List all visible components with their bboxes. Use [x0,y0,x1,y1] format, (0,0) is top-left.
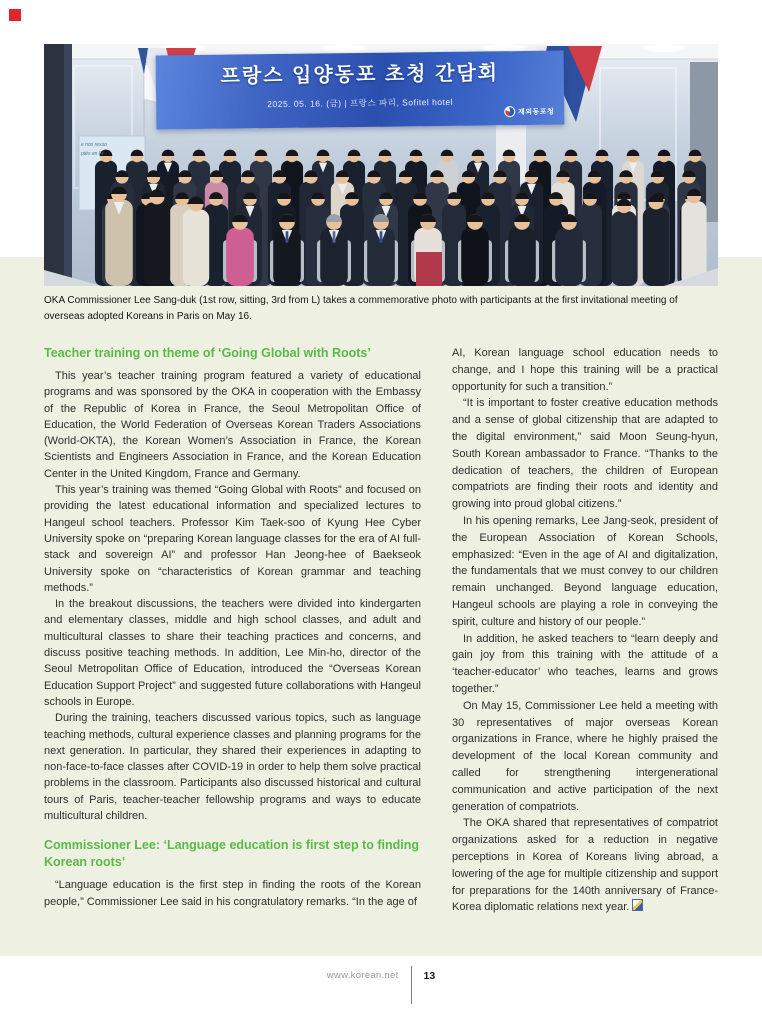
last-paragraph-text: The OKA shared that representatives of compatriot organizations asked for a reduction in negative perceptions in Korea of Koreans living abroad, a lowering of the age for multiple citizenship and support for preparations for the 140th anniversary of France-Korea diplomatic relations next year. [452,817,718,914]
event-banner [156,51,565,130]
oka-logo-text: 재외동포청 [517,108,555,116]
paragraph: In his opening remarks, Lee Jang-seok, president of the European Association of Korean Schools, emphasized: “Even in the age of AI and digitalization, the fundamentals that we must convey to our children remain unchanged. Beyond language education, Hangeul schools are playing a role in conveying the spirit, culture and history of our people.” [452,514,718,628]
page-number: 13 [423,970,436,982]
section-heading-teacher-training: Teacher training on theme of ‘Going Global with Roots’ [44,346,371,360]
paragraph: In addition, he asked teachers to “learn deeply and gain joy from this training with the attitude of a ‘teacher-educator’ who teaches, learns and grows together.” [452,632,718,695]
paragraph: In the breakout discussions, the teachers were divided into kindergarten and elementary classes, middle and high school classes, and adult and multicultural classes to share their teaching practices and concerns, and discuss positive teaching methods. In addition, Lee Min-ho, director of the Seoul Metropolitan Office of Education, introduced the “Overseas Korean Education Support Project” and suggested future collaborations with Hangeul schools in Europe. [44,598,421,708]
event-banner-title: 프랑스 입양동포 초청 간담회 [220,62,500,88]
oka-emblem-icon [504,106,515,117]
paragraph: “It is important to foster creative education methods and a sense of global citizenship that are adapted to the digital environment,” said Moon Seung-hyun, South Korean ambassador to France. “Thanks to the dedication of teachers, the children of European compatriots are finding their roots and identity and growing into proud global citizens.” [452,397,718,511]
paragraph [452,815,718,916]
article-body [44,345,718,916]
paragraph-group [44,368,421,824]
paragraph: During the training, teachers discussed various topics, such as language teaching methods, cultural experience classes and planning programs for the next generation. In particular, they shared their experiences in adapting to non-face-to-face classes after COVID-19 in order to help them solve practical problems in the classroom. Participants also discussed historical and cultural tours of Paris, teacher-teacher fellowship programs and ways to educate multicultural children. [44,712,421,823]
article-right-column [452,345,718,916]
sign-line: e nos resso [81,142,107,148]
page-corner-mark [9,9,21,21]
french-rollup-sign [81,141,143,159]
paragraph: On May 15, Commissioner Lee held a meeting with 30 representatives of major overseas Korean organizations in France, where he highly praised the development of the local Korean community and called for strengthening intergenerational communication and active participation of the next generation of compatriots. [452,699,718,813]
sign-line: ptés en Fr [81,151,104,157]
group-photo [44,44,718,286]
paragraph: This year’s teacher training program featured a variety of educational programs and was sponsored by the OKA in cooperation with the Embassy of the Republic of Korea in France, the Seoul Metropolitan Office of Education, the World Federation of Overseas Korean Traders Associations (World-OKTA), the Korean Women’s Association in France, the Korean Scientists and Engineers Association in France, and the Korean Education Center in the United Kingdom, France and Germany. [44,370,421,480]
photo-caption: OKA Commissioner Lee Sang-duk (1st row, sitting, 3rd from L) takes a commemorative photo with participants at the first invitational meeting of overseas adopted Koreans in Paris on May 16. [44,295,678,322]
page-footer [0,966,762,1004]
paragraph: AI, Korean language school education needs to change, and I hope this training will be a practical opportunity for such a transition.” [452,347,718,393]
oka-logo [504,106,554,118]
paragraph-group [44,877,421,910]
paragraph: This year’s training was themed “Going Global with Roots” and focused on providing the latest educational information and specialized lectures to Hangeul school teachers. Professor Kim Taek-soo of Kyung Hee Cyber University spoke on “preparing Korean language classes for the era of AI full-stack and sovereign AI” and professor Han Jeong-hee of Baekseok University spoke on “characteristics of Korean grammar and teaching methods.” [44,484,421,594]
footer-divider [411,966,412,1004]
section-heading-commissioner-lee: Commissioner Lee: ‘Language education is first step to finding Korean roots’ [44,838,420,870]
site-url: www.korean.net [326,970,399,981]
paragraph-group [452,345,718,815]
paragraph: “Language education is the first step in finding the roots of the Korean people,” Commissioner Lee said in his congratulatory remarks. “In the age of [44,879,421,908]
article-left-column [44,345,421,916]
end-of-article-mark [632,899,643,911]
event-banner-subtitle: 2025. 05. 16. (금) | 프랑스 파리, Sofitel hotel [267,96,454,110]
